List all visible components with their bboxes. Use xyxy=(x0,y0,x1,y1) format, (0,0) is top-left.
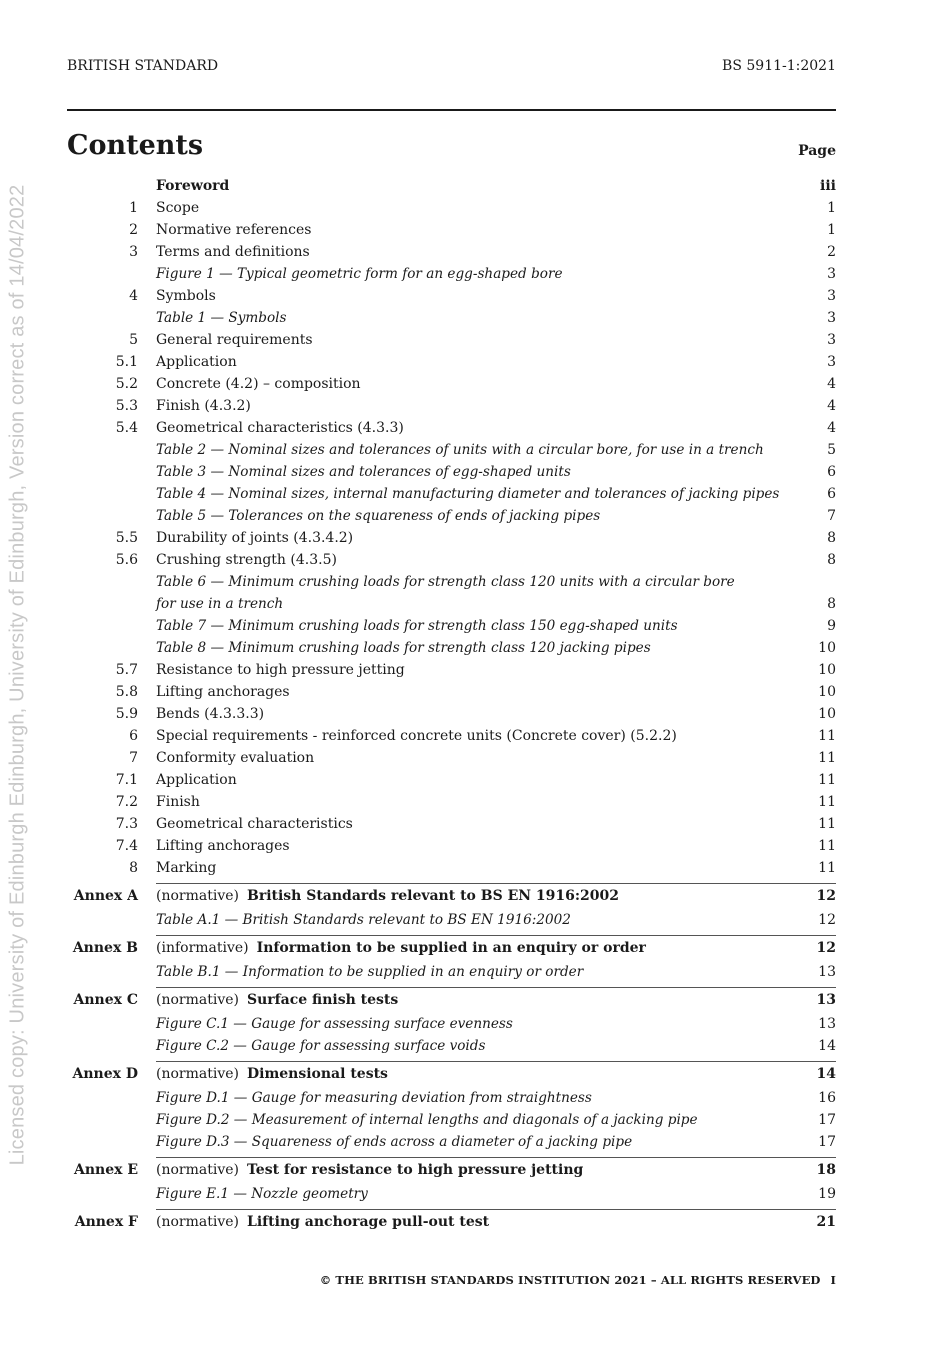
toc-entry-number: 7.1 xyxy=(115,772,138,788)
toc-entry[interactable] xyxy=(67,615,836,637)
toc-entry[interactable] xyxy=(67,835,836,857)
toc-entry[interactable] xyxy=(67,395,836,417)
annex-item-title: Figure D.2 — Measurement of internal lengths and diagonals of a jacking pipe xyxy=(156,1112,698,1128)
annex-page: 13 xyxy=(816,992,836,1008)
toc-entry-title: General requirements xyxy=(156,332,313,348)
annex-item[interactable] xyxy=(67,1013,836,1035)
toc-entry-number: 7.3 xyxy=(115,816,138,832)
toc-entry-title: Normative references xyxy=(156,222,312,238)
header-standard-number: BS 5911-1:2021 xyxy=(722,58,836,74)
toc-entry-title: Table 8 — Minimum crushing loads for strength class 120 jacking pipes xyxy=(156,640,651,656)
annex-title: Test for resistance to high pressure jetting xyxy=(246,1162,584,1178)
toc-entry[interactable] xyxy=(67,505,836,527)
toc-entry[interactable] xyxy=(67,263,836,285)
toc-entry-page: 11 xyxy=(818,860,836,876)
annex-kind: (normative) xyxy=(156,992,239,1008)
annex-kind: (normative) xyxy=(156,1162,239,1178)
annex-page: 21 xyxy=(816,1214,836,1230)
annex-item-page: 17 xyxy=(818,1134,836,1150)
toc-entry-page: 9 xyxy=(827,618,836,634)
toc-annexes xyxy=(67,883,836,1235)
annex-item-page: 14 xyxy=(818,1038,836,1054)
toc-entry-number: 4 xyxy=(129,288,138,304)
toc-entry[interactable] xyxy=(67,813,836,835)
annex-item-title: Figure C.2 — Gauge for assessing surface voids xyxy=(156,1038,486,1054)
toc-entry-title: Table 2 — Nominal sizes and tolerances of units with a circular bore, for use in a trench xyxy=(156,442,764,458)
annex-kind: (normative) xyxy=(156,1214,239,1230)
toc-entry[interactable] xyxy=(67,549,836,571)
toc-entry[interactable] xyxy=(67,219,836,241)
header-rule xyxy=(67,109,836,111)
toc-entry[interactable] xyxy=(67,791,836,813)
toc-entry-title: Application xyxy=(156,354,237,370)
annex-heading[interactable] xyxy=(67,935,836,961)
footer-page-number: I xyxy=(830,1273,836,1287)
toc-entry[interactable] xyxy=(67,483,836,505)
toc-entry-number: 5.6 xyxy=(115,552,138,568)
toc-entry-title: Crushing strength (4.3.5) xyxy=(156,552,337,568)
annex-item-title: Figure D.1 — Gauge for measuring deviation from straightness xyxy=(156,1090,592,1106)
footer xyxy=(320,1273,836,1287)
toc-entry-title: Marking xyxy=(156,860,217,876)
toc-entry-title: Table 5 — Tolerances on the squareness of ends of jacking pipes xyxy=(156,508,601,524)
annex-item-title: Table A.1 — British Standards relevant to BS EN 1916:2002 xyxy=(156,912,571,928)
annex-label: Annex A xyxy=(73,888,138,904)
annex-item[interactable] xyxy=(67,1183,836,1205)
annex-kind: (normative) xyxy=(156,888,239,904)
page-column-label: Page xyxy=(798,143,836,159)
annex-kind: (informative) xyxy=(156,940,249,956)
toc-entry-page: 10 xyxy=(818,662,836,678)
toc-entry-title: Terms and definitions xyxy=(156,244,310,260)
annex-title: Lifting anchorage pull-out test xyxy=(246,1214,490,1230)
annex-kind: (normative) xyxy=(156,1066,239,1082)
annex-page: 12 xyxy=(816,940,836,956)
toc-entry-number: 5 xyxy=(129,332,138,348)
toc-entry[interactable] xyxy=(67,747,836,769)
toc-entry-number: 7.4 xyxy=(115,838,138,854)
toc-entry[interactable] xyxy=(67,637,836,659)
annex-item-page: 17 xyxy=(818,1112,836,1128)
annex-title: Information to be supplied in an enquiry or order xyxy=(256,940,646,956)
toc-entry-page: 11 xyxy=(818,838,836,854)
toc-entry-page: 11 xyxy=(818,816,836,832)
toc-entry-number: 2 xyxy=(129,222,138,238)
toc-entry-title: Special requirements - reinforced concrete units (Concrete cover) (5.2.2) xyxy=(156,728,677,744)
toc-entry-title: Conformity evaluation xyxy=(156,750,315,766)
toc-entry-page: 10 xyxy=(818,706,836,722)
toc-entry[interactable] xyxy=(67,329,836,351)
annex-title-group xyxy=(156,1209,489,1235)
annex-item[interactable] xyxy=(67,961,836,983)
annex-item-page: 12 xyxy=(818,912,836,928)
annex-label: Annex D xyxy=(72,1066,138,1082)
toc-entry-page: 4 xyxy=(827,420,836,436)
toc-entry[interactable] xyxy=(67,769,836,791)
toc-annex xyxy=(67,1061,836,1153)
toc-entry-page: 3 xyxy=(827,310,836,326)
toc-entry-page: 3 xyxy=(827,266,836,282)
annex-heading[interactable] xyxy=(67,987,836,1013)
license-watermark: Licensed copy: University of Edinburgh Edinburgh, University of Edinburgh, Version correct as of 14/04/2022 xyxy=(6,184,29,1166)
table-of-contents xyxy=(67,175,836,1235)
toc-entry-title: Figure 1 — Typical geometric form for an egg-shaped bore xyxy=(156,266,563,282)
toc-annex xyxy=(67,1209,836,1235)
toc-entry[interactable] xyxy=(67,373,836,395)
toc-entry-number: 7 xyxy=(129,750,138,766)
annex-item-title: Figure E.1 — Nozzle geometry xyxy=(156,1186,368,1202)
toc-entry-title: Symbols xyxy=(156,288,216,304)
toc-entry-title: Finish (4.3.2) xyxy=(156,398,251,414)
annex-title: Surface finish tests xyxy=(246,992,399,1008)
toc-entry-page: 6 xyxy=(827,486,836,502)
toc-entry[interactable] xyxy=(67,725,836,747)
toc-entry-title: Bends (4.3.3.3) xyxy=(156,706,265,722)
annex-title-group xyxy=(156,987,398,1013)
toc-entry[interactable] xyxy=(67,527,836,549)
annex-page: 12 xyxy=(816,888,836,904)
annex-title-group xyxy=(156,883,619,909)
toc-entry-page: 8 xyxy=(827,596,836,612)
annex-item-title: Figure D.3 — Squareness of ends across a diameter of a jacking pipe xyxy=(156,1134,633,1150)
toc-entry[interactable] xyxy=(67,659,836,681)
annex-heading[interactable] xyxy=(67,883,836,909)
toc-annex xyxy=(67,1157,836,1205)
toc-entry-number: 8 xyxy=(129,860,138,876)
annex-item[interactable] xyxy=(67,1109,836,1131)
annex-label: Annex E xyxy=(73,1162,138,1178)
toc-entry[interactable] xyxy=(67,417,836,439)
toc-entry-title: Table 1 — Symbols xyxy=(156,310,287,326)
toc-entry-title: Table 7 — Minimum crushing loads for strength class 150 egg-shaped units xyxy=(156,618,678,634)
annex-label: Annex F xyxy=(74,1214,138,1230)
toc-entry-number: 6 xyxy=(129,728,138,744)
footer-copyright: © THE BRITISH STANDARDS INSTITUTION 2021 – ALL RIGHTS RESERVED xyxy=(319,1273,821,1287)
toc-entry-page: 3 xyxy=(827,288,836,304)
annex-title-group xyxy=(156,935,646,961)
toc-entry-title: Geometrical characteristics xyxy=(156,816,353,832)
toc-entry-title: Table 3 — Nominal sizes and tolerances of egg-shaped units xyxy=(156,464,571,480)
toc-entry-number: 5.3 xyxy=(115,398,138,414)
annex-item[interactable] xyxy=(67,1035,836,1057)
toc-annex xyxy=(67,987,836,1057)
toc-entry[interactable] xyxy=(67,197,836,219)
annex-page: 14 xyxy=(816,1066,836,1082)
toc-entry-title: Lifting anchorages xyxy=(156,684,290,700)
page-title: Contents xyxy=(67,130,204,161)
annex-item-title: Figure C.1 — Gauge for assessing surface evenness xyxy=(156,1016,513,1032)
annex-item[interactable] xyxy=(67,1087,836,1109)
annex-item[interactable] xyxy=(67,909,836,931)
annex-label: Annex C xyxy=(73,992,138,1008)
annex-heading[interactable] xyxy=(67,1157,836,1183)
toc-entry-page: 3 xyxy=(827,332,836,348)
toc-entry-page: 2 xyxy=(827,244,836,260)
toc-entry[interactable] xyxy=(67,681,836,703)
toc-entry-title: Finish xyxy=(156,794,200,810)
toc-entry-title: Geometrical characteristics (4.3.3) xyxy=(156,420,404,436)
toc-entry-page: 3 xyxy=(827,354,836,370)
toc-entry-title: Table 6 — Minimum crushing loads for strength class 120 units with a circular bore for use in a trench xyxy=(156,574,735,612)
toc-entry-number: 5.9 xyxy=(115,706,138,722)
toc-entry-page: iii xyxy=(820,178,836,194)
toc-entry-page: 7 xyxy=(827,508,836,524)
toc-entry-number: 7.2 xyxy=(115,794,138,810)
toc-entry-title: Application xyxy=(156,772,237,788)
toc-entry-page: 8 xyxy=(827,530,836,546)
toc-entry-page: 10 xyxy=(818,640,836,656)
toc-entry-page: 11 xyxy=(818,794,836,810)
toc-entry-page: 11 xyxy=(818,750,836,766)
toc-entry-number: 5.7 xyxy=(115,662,138,678)
toc-entry-page: 6 xyxy=(827,464,836,480)
toc-entry-page: 11 xyxy=(818,728,836,744)
toc-entry-page: 5 xyxy=(827,442,836,458)
toc-entry-title: Table 4 — Nominal sizes, internal manufacturing diameter and tolerances of jacking pipes xyxy=(156,486,780,502)
toc-entry[interactable] xyxy=(67,285,836,307)
toc-entry[interactable] xyxy=(67,307,836,329)
toc-entry-title: Lifting anchorages xyxy=(156,838,290,854)
toc-entry-title: Resistance to high pressure jetting xyxy=(156,662,405,678)
annex-heading[interactable] xyxy=(67,1209,836,1235)
toc-entry-title: Concrete (4.2) – composition xyxy=(156,376,361,392)
toc-entry[interactable] xyxy=(67,175,836,197)
toc-entry-page: 11 xyxy=(818,772,836,788)
toc-entry-number: 5.1 xyxy=(115,354,138,370)
toc-entry-number: 5.8 xyxy=(115,684,138,700)
annex-item-page: 16 xyxy=(818,1090,836,1106)
annex-item-title: Table B.1 — Information to be supplied in an enquiry or order xyxy=(156,964,584,980)
toc-entry-page: 1 xyxy=(827,222,836,238)
toc-entry-number: 3 xyxy=(129,244,138,260)
annex-title-group xyxy=(156,1061,388,1087)
annex-title: British Standards relevant to BS EN 1916:2002 xyxy=(246,888,620,904)
annex-item-page: 19 xyxy=(818,1186,836,1202)
toc-annex xyxy=(67,883,836,931)
toc-entry-page: 1 xyxy=(827,200,836,216)
toc-entry-number: 5.5 xyxy=(115,530,138,546)
annex-item-page: 13 xyxy=(818,1016,836,1032)
annex-heading[interactable] xyxy=(67,1061,836,1087)
toc-entry[interactable] xyxy=(67,703,836,725)
toc-entry[interactable] xyxy=(67,439,836,461)
toc-entry-number: 5.4 xyxy=(115,420,138,436)
annex-label: Annex B xyxy=(72,940,138,956)
annex-title: Dimensional tests xyxy=(246,1066,388,1082)
toc-entry-title: Scope xyxy=(156,200,200,216)
toc-entry-number: 5.2 xyxy=(115,376,138,392)
toc-entry-page: 4 xyxy=(827,398,836,414)
toc-entry-page: 8 xyxy=(827,552,836,568)
toc-entry[interactable] xyxy=(67,461,836,483)
toc-entry[interactable] xyxy=(67,857,836,879)
toc-entries xyxy=(67,175,836,879)
toc-entry-number: 1 xyxy=(129,200,138,216)
toc-entry-title: Durability of joints (4.3.4.2) xyxy=(156,530,354,546)
annex-title-group xyxy=(156,1157,583,1183)
toc-entry-page: 10 xyxy=(818,684,836,700)
toc-entry[interactable] xyxy=(67,241,836,263)
annex-item[interactable] xyxy=(67,1131,836,1153)
toc-entry[interactable] xyxy=(67,571,836,615)
toc-entry[interactable] xyxy=(67,351,836,373)
toc-annex xyxy=(67,935,836,983)
toc-entry-title: Foreword xyxy=(156,178,230,194)
header-standard-label: BRITISH STANDARD xyxy=(67,58,219,74)
toc-entry-page: 4 xyxy=(827,376,836,392)
annex-item-page: 13 xyxy=(818,964,836,980)
annex-page: 18 xyxy=(816,1162,836,1178)
